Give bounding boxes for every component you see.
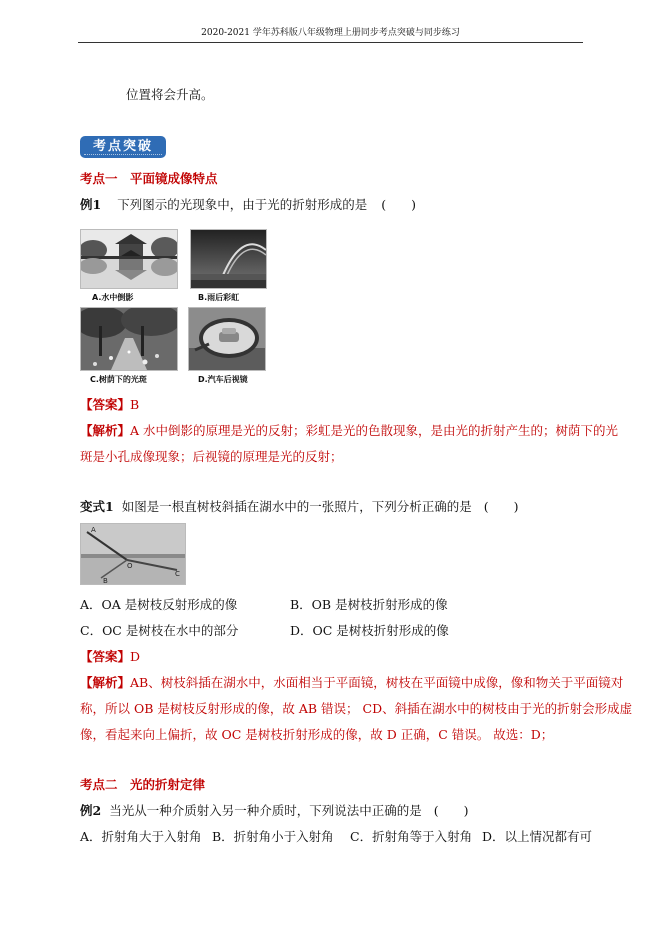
example2-label: 例2 [80, 803, 102, 818]
example1-label: 例1 [80, 197, 102, 212]
section-badge: 考点突破 [80, 136, 166, 158]
example1-analysis-line-2: 斑是小孔成像现象；后视镜的原理是光的反射； [80, 449, 343, 464]
point2-title: 考点二 光的折射定律 [80, 777, 206, 792]
example2-paren: ( ) [433, 803, 469, 818]
variant1-paren: ( ) [483, 499, 519, 514]
answer-label: 【答案】 [80, 397, 131, 412]
example2-option-b: B．折射角小于入射角 [212, 829, 334, 844]
example1-paren: ( ) [381, 197, 416, 212]
variant1-analysis-line-1: 【解析】AB、树枝斜插在湖水中，水面相当于平面镜，树枝在平面镜中成像，像和物关于平面镜对 [80, 675, 624, 690]
example2-option-a: A．折射角大于入射角 [80, 829, 202, 844]
caption-d: D.汽车后视镜 [198, 375, 248, 384]
intro-tail-text: 位置将会升高。 [126, 87, 214, 102]
variant1-answer-line [80, 648, 140, 666]
answer-label: 【答案】 [80, 649, 131, 664]
variant1-option-d: D．OC 是树枝折射形成的像 [290, 623, 449, 638]
photo-label-o: O [127, 562, 133, 570]
example1-answer-line [80, 396, 139, 414]
example1-answer: B [130, 397, 140, 412]
variant1-label: 变式1 [80, 499, 114, 514]
example2-question-line [80, 802, 468, 820]
point1-title: 考点一 平面镜成像特点 [80, 171, 218, 186]
page-header: 2020-2021 学年苏科版八年级物理上册同步考点突破与同步练习 [78, 26, 583, 43]
example1-question: 下列图示的光现象中，由于光的折射形成的是 [117, 197, 368, 212]
photo-rainbow [190, 229, 267, 289]
example2-question: 当光从一种介质射入另一种介质时，下列说法中正确的是 [109, 803, 422, 818]
photo-branch-in-lake [80, 523, 186, 585]
photo-label-a: A [91, 526, 96, 534]
variant1-analysis-line-3: 像，看起来向上偏折，故 OC 是树枝折射形成的像，故 D 正确，C 错误。 故选：D； [80, 727, 554, 742]
variant1-option-b: B．OB 是树枝折射形成的像 [290, 597, 448, 612]
variant1-option-a: A．OA 是树枝反射形成的像 [80, 597, 238, 612]
caption-c: C.树荫下的光斑 [90, 375, 147, 384]
example1-question-line [80, 196, 416, 214]
photo-tree-shade [80, 307, 178, 371]
caption-a: A.水中倒影 [92, 293, 134, 302]
photo-label-c: C [175, 570, 180, 578]
analysis-label: 【解析】 [80, 423, 131, 438]
photo-water-reflection [80, 229, 178, 289]
variant1-answer: D [130, 649, 141, 664]
variant1-option-c: C．OC 是树枝在水中的部分 [80, 623, 239, 638]
example2-option-c: C．折射角等于入射角 [350, 829, 473, 844]
analysis-label: 【解析】 [80, 675, 131, 690]
photo-label-b: B [103, 577, 108, 584]
example1-analysis-line-1: 【解析】A 水中倒影的原理是光的反射；彩虹是光的色散现象，是由光的折射产生的；树荫下的光 [80, 423, 619, 438]
variant1-question-line [80, 498, 518, 516]
caption-b: B.雨后彩虹 [198, 293, 240, 302]
photo-car-mirror [188, 307, 266, 371]
example2-option-d: D．以上情况都有可 [482, 829, 593, 844]
variant1-analysis-line-2: 称，所以 OB 是树枝反射形成的像，故 AB 错误； CD、斜插在湖水中的树枝由于光的折射会形成虚 [80, 701, 633, 716]
variant1-question: 如图是一根直树枝斜插在湖水中的一张照片，下列分析正确的是 [121, 499, 472, 514]
